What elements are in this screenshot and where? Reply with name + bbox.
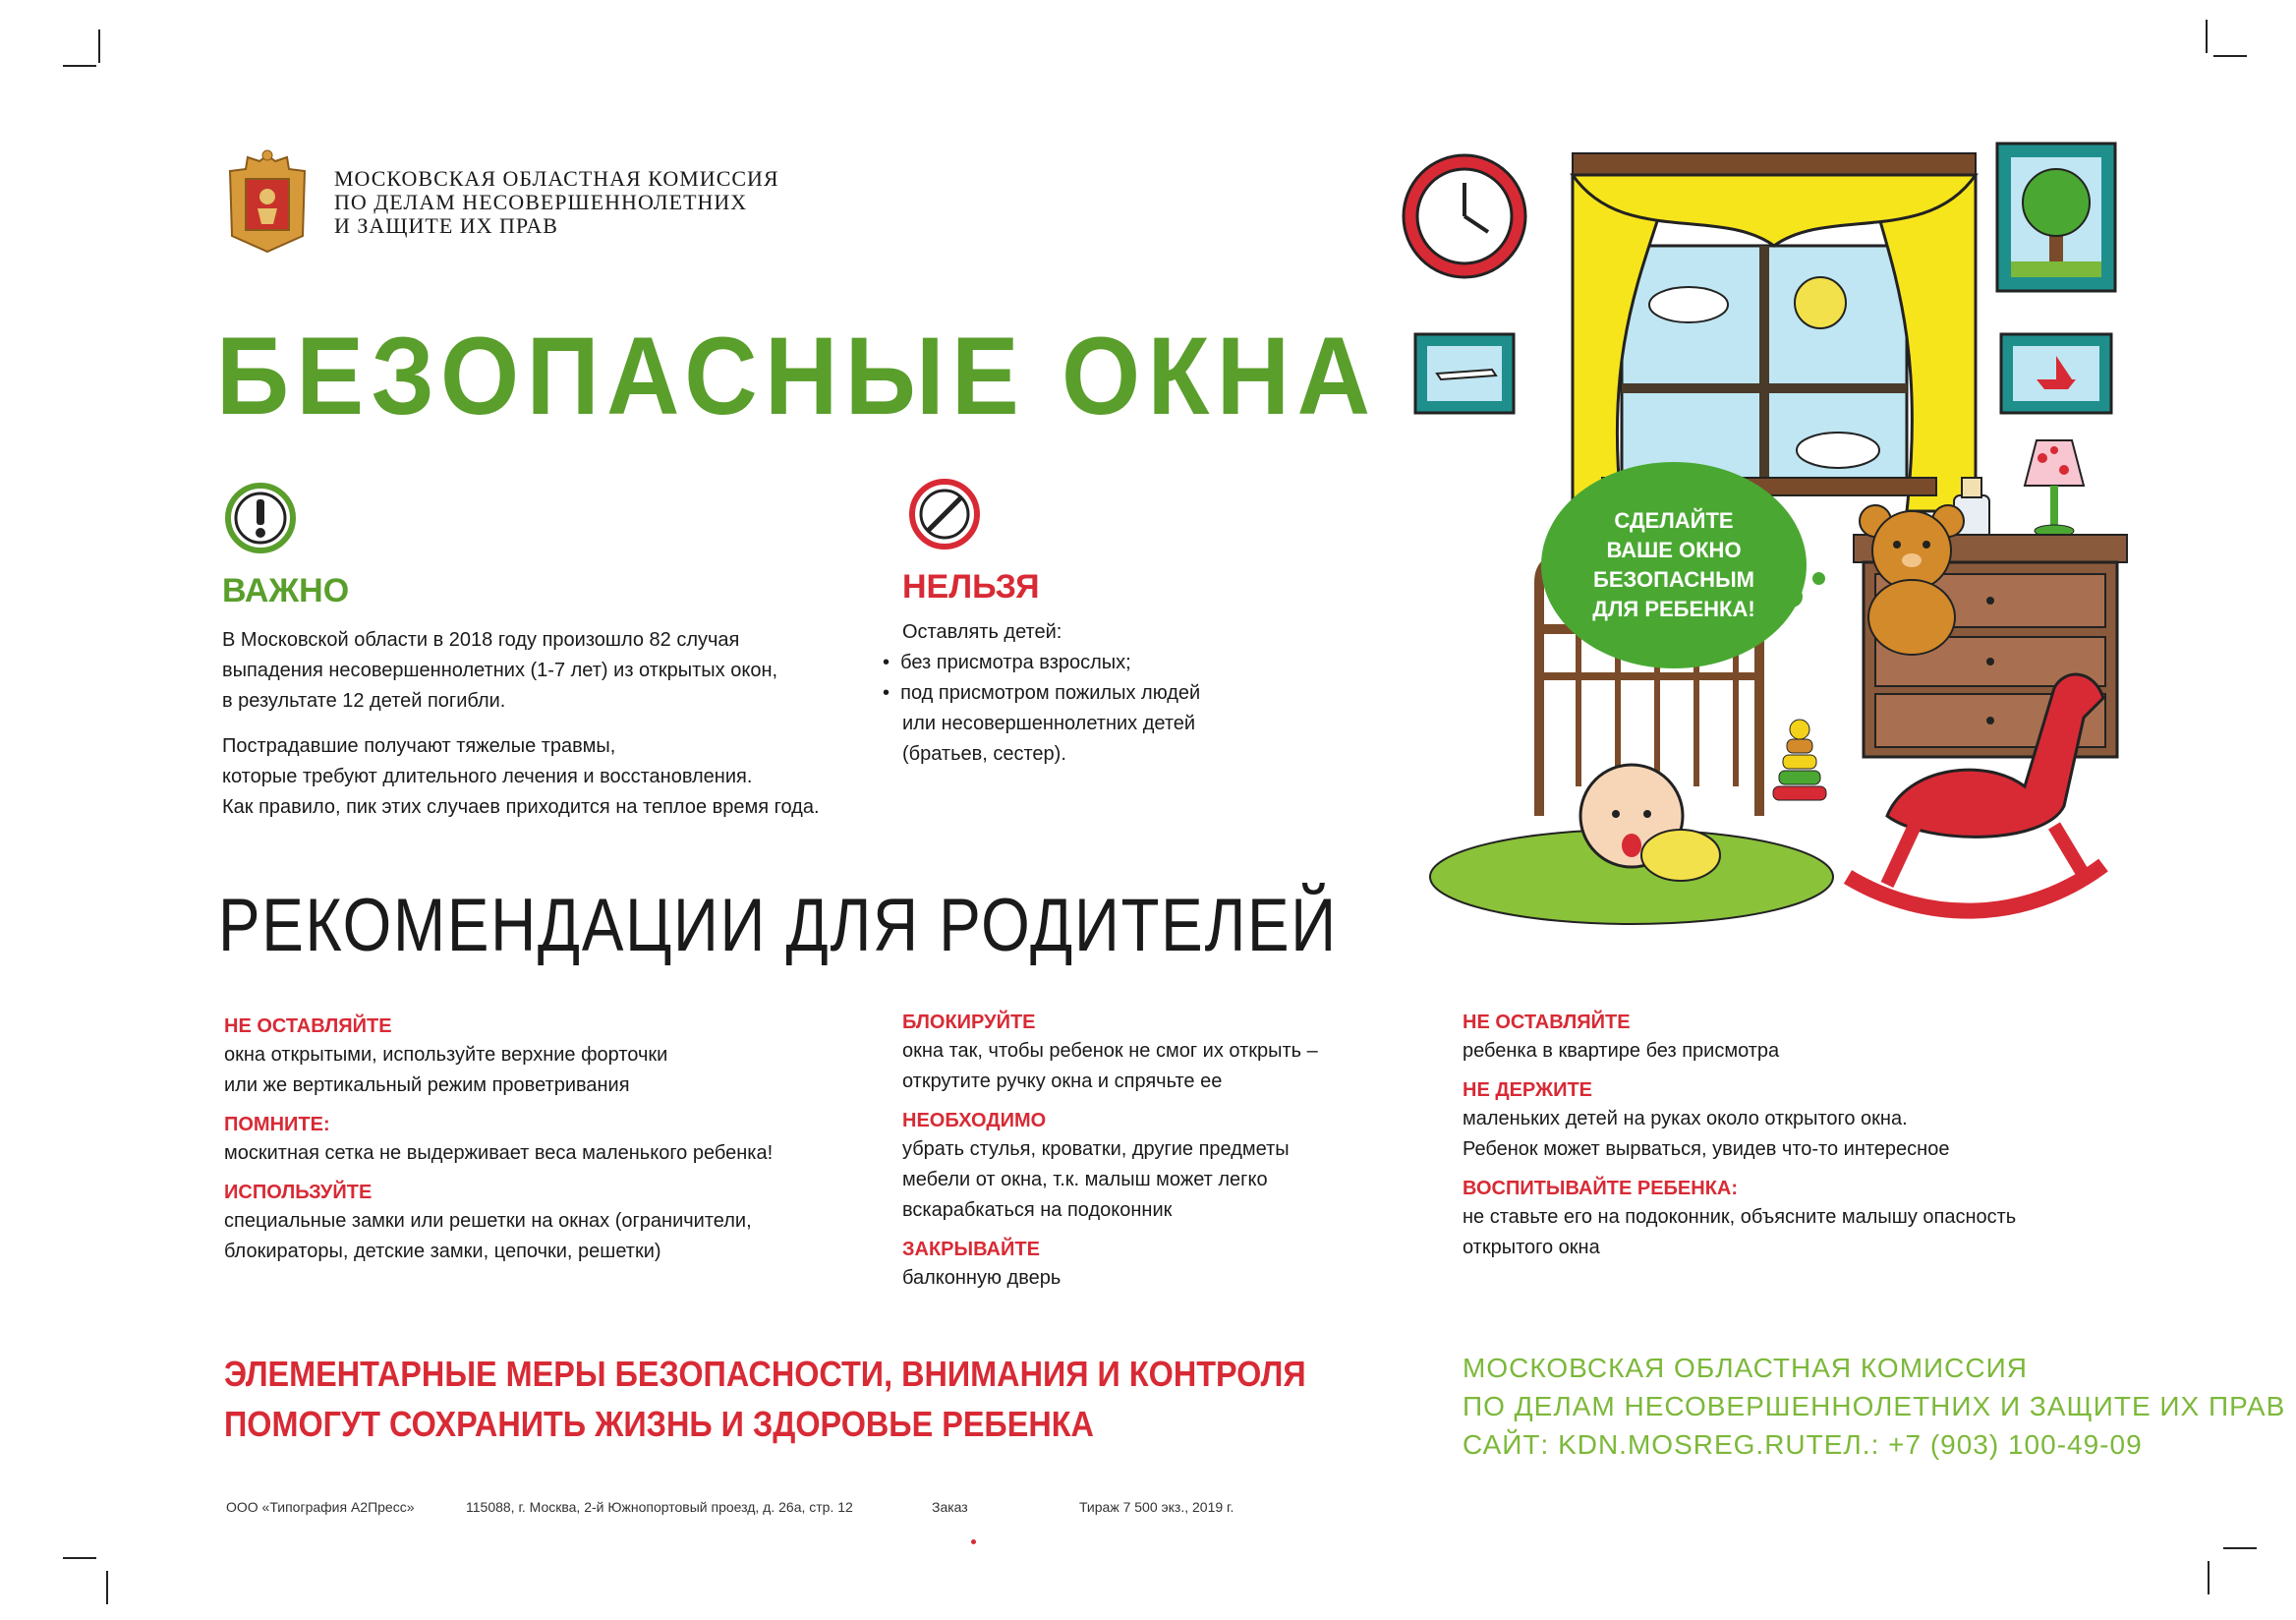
rec-text: открытого окна — [1463, 1237, 1600, 1258]
bubble-line: ДЛЯ РЕБЕНКА! — [1592, 597, 1755, 621]
crop-mark — [98, 29, 100, 63]
rec-text: блокираторы, детские замки, цепочки, решетки) — [224, 1241, 661, 1262]
prohibition-icon — [906, 476, 983, 557]
org-line: И ЗАЩИТЕ ИХ ПРАВ — [334, 213, 558, 238]
bubble-line: БЕЗОПАСНЫМ — [1593, 567, 1754, 592]
bubble-line: ВАШЕ ОКНО — [1606, 538, 1742, 562]
contact-site-link[interactable]: САЙТ: KDN.MOSREG.RU — [1463, 1429, 1807, 1460]
forbidden-heading: НЕЛЬЗЯ — [902, 568, 1040, 606]
recommendations-column-3 — [1463, 1009, 2016, 1263]
important-paragraph-2 — [222, 731, 820, 823]
rec-text: вскарабкаться на подоконник — [902, 1199, 1173, 1221]
slogan-line: ЭЛЕМЕНТАРНЫЕ МЕРЫ БЕЗОПАСНОСТИ, ВНИМАНИЯ И КОНТРОЛЯ — [224, 1354, 1306, 1394]
crop-mark — [63, 65, 96, 67]
rec-text: специальные замки или решетки на окнах (ограничители, — [224, 1210, 752, 1232]
rec-label: НЕ ОСТАВЛЯЙТЕ — [224, 1015, 392, 1037]
contact-line: МОСКОВСКАЯ ОБЛАСТНАЯ КОМИССИЯ — [1463, 1353, 2028, 1383]
rec-text: мебели от окна, т.к. малыш может легко — [902, 1169, 1268, 1190]
page-title: БЕЗОПАСНЫЕ ОКНА — [216, 315, 1378, 437]
print-dot — [971, 1539, 976, 1544]
bullet-item: • без присмотра взрослых; — [883, 652, 1131, 673]
crop-mark — [106, 1571, 108, 1604]
important-heading: ВАЖНО — [222, 572, 350, 609]
recommendations-column-2 — [902, 1009, 1318, 1294]
rec-label: НЕОБХОДИМО — [902, 1110, 1047, 1131]
imprint-address: 115088, г. Москва, 2-й Южнопортовый проезд, д. 26а, стр. 12 — [466, 1499, 853, 1515]
text-line: выпадения несовершеннолетних (1-7 лет) из открытых окон, — [222, 660, 778, 681]
rec-label: БЛОКИРУЙТЕ — [902, 1012, 1036, 1033]
rec-text: Ребенок может вырваться, увидев что-то интересное — [1463, 1138, 1950, 1160]
bullet-item: • под присмотром пожилых людей — [883, 682, 1201, 704]
bullet-icon: • — [883, 652, 901, 673]
rec-text: окна открытыми, используйте верхние форточки — [224, 1044, 668, 1066]
contact-block — [1463, 1349, 2285, 1464]
rec-label: ИСПОЛЬЗУЙТЕ — [224, 1182, 373, 1203]
crop-mark — [2223, 1547, 2257, 1549]
rec-text: или же вертикальный режим проветривания — [224, 1074, 630, 1096]
important-paragraph-1 — [222, 625, 777, 717]
text-line: Оставлять детей: — [902, 621, 1062, 643]
rec-text: ребенка в квартире без присмотра — [1463, 1040, 1780, 1062]
airplane-picture-icon — [1415, 334, 1514, 413]
rec-label: ЗАКРЫВАЙТЕ — [902, 1239, 1040, 1260]
imprint-printer: ООО «Типография А2Пресс» — [226, 1499, 415, 1515]
contact-phone: ТЕЛ.: +7 (903) 100-49-09 — [1806, 1429, 2143, 1460]
rec-text: окна так, чтобы ребенок не смог их открыть – — [902, 1040, 1318, 1062]
crop-mark — [2213, 55, 2247, 57]
crop-mark — [63, 1557, 96, 1559]
tree-picture-icon — [1997, 144, 2115, 291]
imprint-order: Заказ — [932, 1499, 968, 1515]
text-line: Как правило, пик этих случаев приходится на теплое время года. — [222, 796, 820, 818]
rec-label: ВОСПИТЫВАЙТЕ РЕБЕНКА: — [1463, 1178, 1739, 1199]
text-line: в результате 12 детей погибли. — [222, 690, 506, 712]
text-line: которые требуют длительного лечения и восстановления. — [222, 766, 753, 787]
crop-mark — [2206, 20, 2208, 53]
recommendations-column-1 — [224, 1012, 773, 1267]
slogan-line: ПОМОГУТ СОХРАНИТЬ ЖИЗНЬ И ЗДОРОВЬЕ РЕБЕНКА — [224, 1404, 1094, 1444]
rec-text: маленьких детей на руках около открытого окна. — [1463, 1108, 1908, 1129]
org-header — [334, 167, 779, 238]
crop-mark — [2208, 1561, 2210, 1594]
rec-label: НЕ ДЕРЖИТЕ — [1463, 1079, 1593, 1101]
recommendations-title: РЕКОМЕНДАЦИИ ДЛЯ РОДИТЕЛЕЙ — [218, 884, 1338, 967]
imprint-run: Тираж 7 500 экз., 2019 г. — [1079, 1499, 1234, 1515]
bubble-line: СДЕЛАЙТЕ — [1614, 508, 1734, 533]
boat-picture-icon — [2001, 334, 2111, 413]
bubble-dot — [1781, 586, 1803, 608]
clock-icon — [1404, 155, 1525, 277]
forbidden-text — [883, 617, 1201, 770]
text-line: В Московской области в 2018 году произошло 82 случая — [222, 629, 740, 651]
bullet-icon: • — [883, 682, 901, 704]
text-line: Пострадавшие получают тяжелые травмы, — [222, 735, 616, 757]
exclamation-icon — [222, 480, 299, 561]
org-line: ПО ДЕЛАМ НЕСОВЕРШЕННОЛЕТНИХ — [334, 190, 748, 214]
speech-bubble — [1541, 462, 1807, 668]
lamp-icon — [2025, 440, 2084, 537]
text-line: или несовершеннолетних детей — [902, 713, 1196, 734]
window-icon — [1573, 153, 1976, 511]
rec-text: балконную дверь — [902, 1267, 1062, 1289]
org-line: МОСКОВСКАЯ ОБЛАСТНАЯ КОМИССИЯ — [334, 166, 779, 191]
text-line: (братьев, сестер). — [902, 743, 1066, 765]
slogan — [224, 1349, 1306, 1449]
rec-label: НЕ ОСТАВЛЯЙТЕ — [1463, 1012, 1631, 1033]
rec-label: ПОМНИТЕ: — [224, 1114, 330, 1135]
bubble-dot — [1812, 572, 1825, 585]
rec-text: открутите ручку окна и спрячьте ее — [902, 1070, 1223, 1092]
rec-text: убрать стулья, кроватки, другие предметы — [902, 1138, 1290, 1160]
rec-text: москитная сетка не выдерживает веса маленького ребенка! — [224, 1142, 774, 1164]
contact-row — [1463, 1425, 2143, 1464]
coat-of-arms-icon — [218, 147, 316, 262]
rec-text: не ставьте его на подоконник, объясните малышу опасность — [1463, 1206, 2017, 1228]
contact-line: ПО ДЕЛАМ НЕСОВЕРШЕННОЛЕТНИХ И ЗАЩИТЕ ИХ ПРАВ — [1463, 1391, 2286, 1421]
pyramid-toy-icon — [1773, 720, 1826, 800]
